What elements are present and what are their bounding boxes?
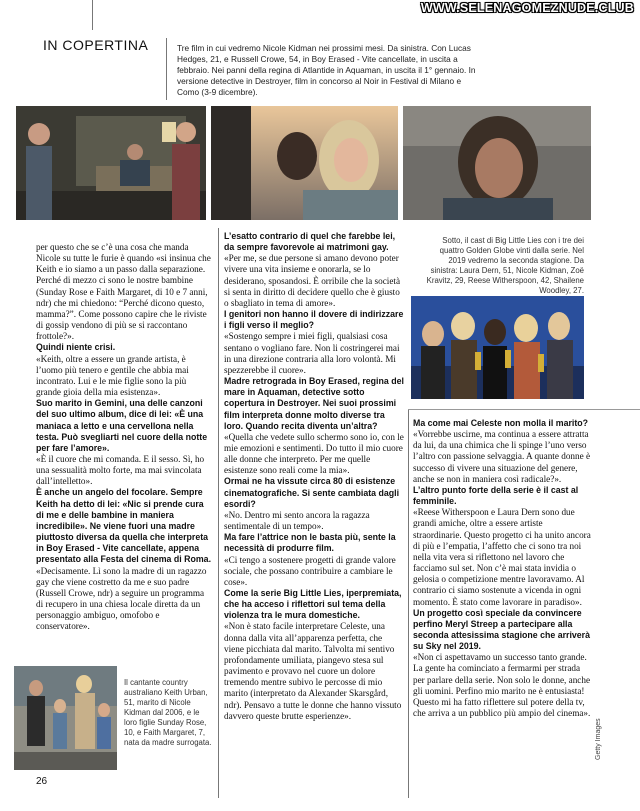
interview-answer: «Sostengo sempre i miei figli, qualsiasi cosa sentano o vogliano fare. Non li costringerei mai in una direzione contraria alla loro volontà. Mi spezzerebbe il cuore». xyxy=(224,331,400,375)
column-divider-2 xyxy=(408,410,409,798)
header-divider-intro xyxy=(166,38,167,100)
interview-answer: «Quella che vedete sullo schermo sono io, con le mie emozioni e sentimenti. Do tutto il mio cuore alle donne che interpreto. Per me quelle esistenze sono reali come la mia». xyxy=(224,431,404,476)
interview-answer: «Ci tengo a sostenere progetti di grande valore sociale, che possano contribuire a cambiare le cose». xyxy=(224,554,396,587)
interview-answer: «È il cuore che mi comanda. E il sesso. Sì, ho una sessualità molto forte, ma mai svincolata dall’intelletto». xyxy=(36,453,205,487)
interview-answer: «Non è stato facile interpretare Celeste, una donna dalla vita all’apparenza perfetta, che viene picchiata dal marito. Talvolta mi sentivo profondamente umiliata, piangevo stesa sul pavimento e provavo nel cuore un dolore tremendo mentre subivo le percosse di mio marito (interpretato da Alexander Skarsgård, ndr). Pensavo a tutte le donne che hanno vissuto davvero queste brutte esperienze». xyxy=(224,621,402,721)
photo-big-little-lies-cast xyxy=(411,296,584,399)
interview-question: Ma fare l’attrice non le basta più, sente la necessità di produrre film. xyxy=(224,532,396,554)
article-column-2 xyxy=(224,231,404,722)
column-divider-1 xyxy=(218,228,219,798)
article-column-3 xyxy=(413,418,591,719)
interview-question: Quindi niente crisi. xyxy=(36,342,116,353)
bll-caption: Sotto, il cast di Big Little Lies con i tre dei quattro Golden Globe vinti dalla serie. Nel 2019 vedremo la seconda stagione. Da sinistra: Laura Dern, 51, Nicole Kidman, Zoë Kravitz, 29, Reese Witherspoon, 42, Shailene Woodley, 27. xyxy=(426,236,584,295)
interview-answer: «Non ci aspettavamo un successo tanto grande. La gente ha cominciato a fermarmi per strada per parlare della serie. Non solo le donne, anche gli uomini. Perfino mio marito ne è entusiasta! Questo mi ha fatto riflettere sul potere della tv, che arriva a un pubblico più ampio del cinema». xyxy=(413,652,591,719)
interview-answer: «No. Dentro mi sento ancora la ragazza sentimentale di un tempo». xyxy=(224,509,370,532)
interview-answer: «Reese Witherspoon e Laura Dern sono due grandi amiche, oltre a essere artiste straordinarie. Questo progetto ci ha unito ancora di più e l’empatia, l’affetto che ci sono tra noi nella vita vera si riflettono nel lavoro che facciamo sul set. Non c’è mai stata invidia o gelosia o competizione mentre lavoravamo. Al contrario ci siamo sostenute a vicenda in ogni momento. È stato come lavorare in paradiso». xyxy=(413,507,591,607)
interview-answer: «Vorrebbe uscirne, ma continua a essere attratta da lui, da una chimica che li spinge l’uno verso l’altro con passione selvaggia. A quante donne è successo di vivere una situazione del genere, anche se non in maniera così radicale?». xyxy=(413,429,591,484)
interview-question: Madre retrograda in Boy Erased, regina del mare in Aquaman, detective sotto copertura in Destroyer. Nei suoi prossimi film interpreta donne molto diverse tra loro. Quando recita diventa un’altra? xyxy=(224,376,404,431)
page-number: 26 xyxy=(36,776,48,787)
intro-caption: Tre film in cui vedremo Nicole Kidman nei prossimi mesi. Da sinistra. Con Lucas Hedges, 21, e Russell Crowe, 54, in Boy Erased - Vite cancellate, in uscita a febbraio. Nei panni della regina di Atlantide in Aquaman, in uscita il 1° gennaio. In versione detective in Destroyer, film in concorso al Noir in Festival di Milano e Como (3-9 dicembre). xyxy=(177,43,476,97)
interview-question: Come la serie Big Little Lies, iperpremiata, che ha acceso i riflettori sul tema della violenza tra le mura domestiche. xyxy=(224,588,402,621)
header-divider-top xyxy=(92,0,93,30)
photo-aquaman xyxy=(211,106,398,220)
interview-question: L’esatto contrario di quel che farebbe lei, da sempre favorevole ai matrimoni gay. xyxy=(224,231,396,253)
watermark: WWW.SELENAGOMEZNUDE.CLUB xyxy=(420,1,634,15)
section-title: IN COPERTINA xyxy=(43,37,149,53)
interview-answer: «Decisamente. Lì sono la madre di un ragazzo gay che viene costretto da me e suo padre (Russell Crowe, ndr) a seguire un programma di recupero in una chiesa locale diretta da un personaggio ambiguo, omofobo e conservatore». xyxy=(36,565,207,632)
photo-boy-erased xyxy=(16,106,206,220)
interview-answer: «Per me, se due persone si amano devono poter vivere una vita insieme e onorarla, se lo desiderano, sposandosi. È orribile che la società si senta in diritto di decidere quello che è giusto o sbagliato in tema di amore». xyxy=(224,253,401,308)
photo-credit: Getty Images xyxy=(595,718,602,760)
photo-destroyer xyxy=(403,106,591,220)
interview-question: Suo marito in Gemini, una delle canzoni del suo ultimo album, dice di lei: «È una maniaca a letto e una cervellona nella testa. Può svegliarti nel cuore della notte per fare l’amore». xyxy=(36,398,208,453)
interview-question: L’altro punto forte della serie è il cast al femminile. xyxy=(413,484,579,507)
photo-keith-urban-family xyxy=(14,666,117,770)
bll-bottom-rule xyxy=(408,409,640,410)
keith-urban-caption: Il cantante country australiano Keith Urban, 51, marito di Nicole Kidman dal 2006, e le loro figlie Sunday Rose, 10, e Faith Margaret, 7, nata da madre surrogata. xyxy=(124,678,212,747)
interview-question: Ormai ne ha vissute circa 80 di esistenze cinematografiche. Si sente cambiata dagli esordi? xyxy=(224,476,400,509)
interview-question: È anche un angelo del focolare. Sempre Keith ha detto di lei: «Nic si prende cura di me e delle bambine in maniera incredibile». Ne viene fuori una madre piuttosto diversa da quella che interpreta in Boy Erased - Vite cancellate, appena presentato alla Festa del cinema di Roma. xyxy=(36,487,212,565)
interview-question: Un progetto così speciale da convincere perfino Meryl Streep a partecipare alla seconda attesissima stagione che arriverà su Sky nel 2019. xyxy=(413,607,591,652)
interview-answer: «Keith, oltre a essere un grande artista, è l’uomo più tenero e gentile che abbia mai incontrato. Lui e le mie figlie sono la più grande gioia della mia esistenza». xyxy=(36,353,189,398)
interview-question: I genitori non hanno il dovere di indirizzare i figli verso il meglio? xyxy=(224,309,404,331)
article-column-1 xyxy=(36,242,213,632)
interview-question: Ma come mai Celeste non molla il marito? xyxy=(413,418,589,428)
interview-answer: per questo che se c’è una cosa che manda Nicole su tutte le furie è quando «si insinua che Keith e io siamo a un passo dalla separazione. Perché di mezzo ci sono le nostre bambine (Sunday Rose e Faith Margaret, di 10 e 7 anni, ndr) che mi chiedono: “Perché dicono questo, mamma?”. Come possono capire che le riviste di gossip vendono di più se si raccontano frottole?». xyxy=(36,242,211,342)
